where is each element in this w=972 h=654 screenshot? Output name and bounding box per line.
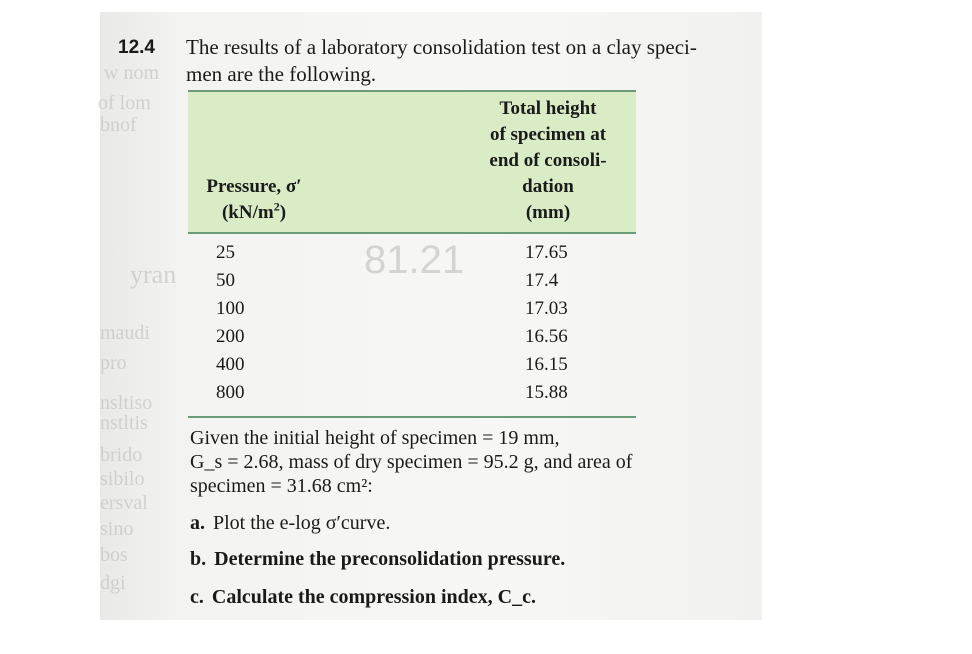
bleed-through-text: bos xyxy=(100,544,128,566)
bleed-through-text: pro xyxy=(100,352,127,374)
table-row xyxy=(188,242,636,269)
bleed-through-text: brido xyxy=(100,444,143,466)
table-row xyxy=(188,270,636,297)
given-line: specimen = 31.68 cm²: xyxy=(190,475,373,497)
intro-line: The results of a laboratory consolidation test on a clay speci- xyxy=(186,35,697,59)
bleed-through-text: sino xyxy=(100,518,134,540)
question-b xyxy=(190,548,565,571)
question-text: Plot the e-log σ′curve. xyxy=(213,512,391,534)
table-row xyxy=(188,326,636,353)
given-data xyxy=(190,426,730,498)
bleed-through-text: sibilo xyxy=(100,468,145,490)
table-header xyxy=(188,90,636,234)
bleed-through-text: nstltis xyxy=(100,412,148,434)
table-row xyxy=(188,298,636,325)
height-cell: 15.88 xyxy=(525,382,568,403)
header-height-line: end of consoli- xyxy=(489,150,607,171)
question-c xyxy=(190,586,536,609)
textbook-page xyxy=(100,12,762,620)
pressure-cell: 400 xyxy=(216,354,245,375)
question-label: b. xyxy=(190,548,207,570)
bleed-through-text: yran xyxy=(130,260,177,289)
pressure-cell: 200 xyxy=(216,326,245,347)
table-row xyxy=(188,382,636,409)
bleed-through-text: ersval xyxy=(100,492,148,514)
pressure-cell: 50 xyxy=(216,270,235,291)
pressure-cell: 800 xyxy=(216,382,245,403)
given-line: G_s = 2.68, mass of dry specimen = 95.2 g, and area of xyxy=(190,451,633,473)
pressure-cell: 100 xyxy=(216,298,245,319)
problem-number: 12.4 xyxy=(118,37,155,58)
header-pressure-label: Pressure, σ′ xyxy=(206,176,302,197)
question-text: Determine the preconsolidation pressure. xyxy=(214,548,566,570)
header-pressure xyxy=(192,174,316,226)
header-height-line: dation xyxy=(522,176,574,197)
header-height-line: Total height xyxy=(499,98,597,119)
intro-line: men are the following. xyxy=(186,62,377,86)
header-pressure-unit: $(kN/m^2)$ xyxy=(221,199,287,223)
question-label: a. xyxy=(190,512,205,534)
height-cell: 17.65 xyxy=(525,242,568,263)
bleed-through-text: maudi xyxy=(100,322,150,344)
table-row xyxy=(188,354,636,381)
bleed-through-text: 81.21 xyxy=(364,238,465,282)
problem-intro xyxy=(186,34,756,88)
pressure-cell: 25 xyxy=(216,242,235,263)
bleed-through-text: nsltiso xyxy=(100,392,153,414)
height-cell: 16.56 xyxy=(525,326,568,347)
header-height-line: of specimen at xyxy=(489,124,607,145)
bleed-through-text: of lom xyxy=(98,92,151,114)
height-cell: 16.15 xyxy=(525,354,568,375)
consolidation-table xyxy=(188,90,636,418)
question-label: c. xyxy=(190,586,204,608)
question-text: Calculate the compression index, C_c. xyxy=(211,586,536,608)
bleed-through-text: dgi xyxy=(100,572,126,594)
bleed-through-text: w nom xyxy=(104,62,159,84)
table-body xyxy=(188,234,636,418)
question-a xyxy=(190,512,390,535)
height-cell: 17.03 xyxy=(525,298,568,319)
height-cell: 17.4 xyxy=(525,270,559,291)
header-height-line: (mm) xyxy=(525,202,571,223)
bleed-through-text: bnof xyxy=(100,114,137,136)
header-height xyxy=(468,96,628,226)
given-line: Given the initial height of specimen = 19 mm, xyxy=(190,427,560,449)
